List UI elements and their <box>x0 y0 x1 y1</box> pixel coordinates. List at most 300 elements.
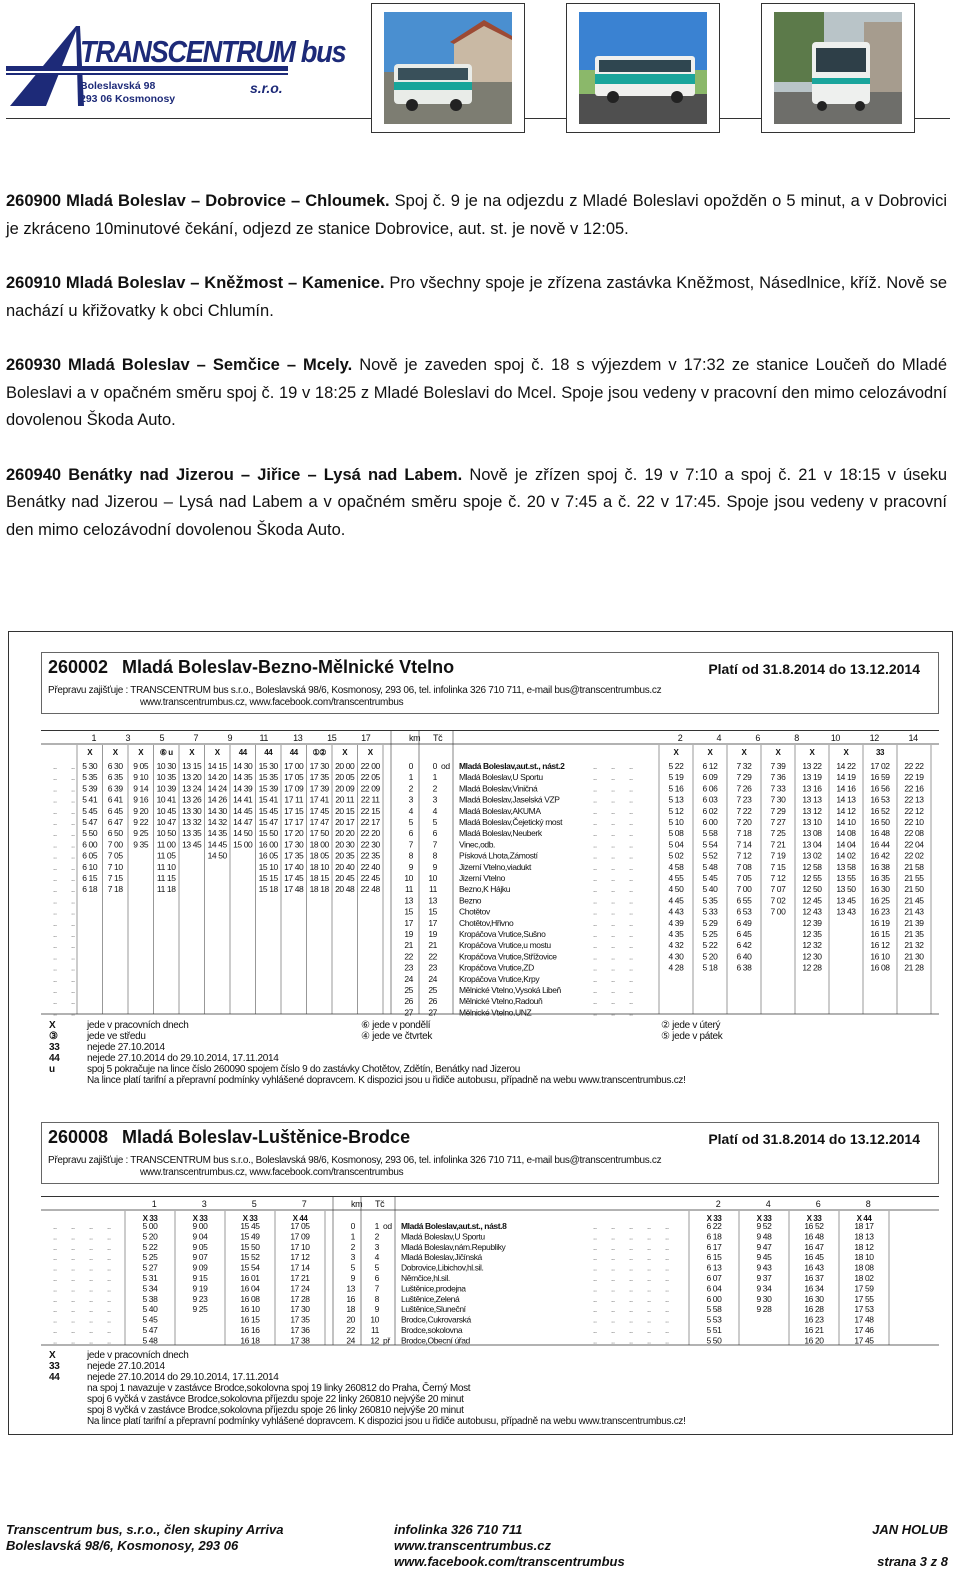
departure-time: 6 05 <box>82 850 98 861</box>
departure-time: 16 52 <box>870 805 890 816</box>
trip-mark: X 33 <box>242 1214 258 1223</box>
empty-cell: .. <box>611 1222 615 1231</box>
departure-time: 17 14 <box>290 1262 310 1273</box>
departure-time: 14 15 <box>207 761 227 771</box>
stop-order: 6 <box>432 828 437 839</box>
departure-time: 6 18 <box>706 1231 722 1242</box>
departure-time: 22 04 <box>904 839 924 850</box>
departure-time: 4 35 <box>668 929 684 939</box>
departure-time: 9 14 <box>133 783 149 794</box>
empty-cell: .. <box>611 952 615 962</box>
departure-time: 13 08 <box>802 828 822 839</box>
departure-time: 13 58 <box>836 861 856 872</box>
empty-cell: .. <box>611 773 615 783</box>
departure-time: 17 36 <box>290 1325 310 1335</box>
empty-cell: .. <box>629 1294 633 1304</box>
stop-km: 6 <box>408 828 413 839</box>
departure-time: 15 45 <box>240 1221 260 1231</box>
stop-name: Brodce,Cukrovarská <box>401 1314 471 1325</box>
tc-header: Tč <box>433 733 443 743</box>
trip-mark: X <box>741 748 747 757</box>
departure-time: 21 43 <box>904 906 924 917</box>
departure-time: 17 55 <box>854 1293 874 1304</box>
empty-cell: .. <box>629 784 633 794</box>
departure-time: 4 28 <box>668 962 684 973</box>
departure-time: 6 42 <box>736 940 752 951</box>
departure-time: 13 22 <box>802 761 822 771</box>
stop-name: Mělnické Vtelno,Radouň <box>459 996 543 1007</box>
departure-time: 12 30 <box>802 951 822 962</box>
empty-cell: .. <box>665 1274 669 1283</box>
empty-cell: .. <box>665 1284 669 1294</box>
empty-cell: .. <box>71 1242 75 1252</box>
empty-cell: .. <box>53 885 57 895</box>
departure-time: 12 58 <box>802 861 822 872</box>
empty-cell: .. <box>629 1008 633 1016</box>
departure-time: 9 48 <box>756 1231 772 1242</box>
departure-time: 13 45 <box>182 839 202 850</box>
empty-cell: .. <box>629 986 633 995</box>
notice-route-code: 260910 Mladá Boleslav – Kněžmost – Kamenice. <box>6 274 385 292</box>
departure-time: 5 38 <box>142 1293 158 1304</box>
departure-time: 14 13 <box>836 794 856 805</box>
departure-time: 13 26 <box>182 794 202 805</box>
departure-time: 13 12 <box>802 805 822 816</box>
departure-time: 17 20 <box>284 828 304 839</box>
timetable-grid <box>41 730 939 1015</box>
empty-cell: .. <box>629 885 633 895</box>
empty-cell: .. <box>71 1315 75 1325</box>
departure-time: 21 45 <box>904 895 924 906</box>
empty-cell: .. <box>53 1232 57 1242</box>
departure-time: 16 52 <box>804 1221 824 1231</box>
departure-time: 16 35 <box>870 873 890 883</box>
stop-order: 25 <box>428 985 437 995</box>
departure-time: 15 18 <box>258 884 278 895</box>
stop-order: 6 <box>374 1273 379 1283</box>
empty-cell: .. <box>593 885 597 895</box>
empty-cell: .. <box>89 1232 93 1242</box>
departure-time: 21 35 <box>904 929 924 939</box>
empty-cell: .. <box>665 1315 669 1325</box>
departure-time: 18 02 <box>854 1273 874 1283</box>
stop-name: Mladá Boleslav,Čejetický most <box>459 817 563 827</box>
departure-time: 14 39 <box>233 783 253 794</box>
trip-mark: X <box>189 748 195 757</box>
departure-time: 17 48 <box>284 884 304 895</box>
departure-time: 9 35 <box>133 839 149 850</box>
empty-cell: .. <box>71 1008 75 1016</box>
stop-km: 18 <box>346 1304 355 1315</box>
empty-cell: .. <box>611 795 615 805</box>
empty-cell: .. <box>611 1274 615 1283</box>
departure-time: 14 20 <box>207 772 227 783</box>
trip-mark: X <box>775 748 781 757</box>
departure-time: 9 52 <box>756 1221 772 1231</box>
empty-cell: .. <box>89 1294 93 1304</box>
empty-cell: .. <box>629 1242 633 1252</box>
note-text: ⑥ jede v pondělí <box>361 1020 431 1031</box>
bus-photo-3 <box>761 3 915 133</box>
departure-time: 9 25 <box>192 1304 208 1315</box>
departure-time: 14 50 <box>233 828 253 839</box>
empty-cell: .. <box>593 1305 597 1315</box>
empty-cell: .. <box>53 1326 57 1335</box>
stop-order: 11 <box>370 1325 379 1335</box>
departure-time: 22 16 <box>904 783 924 794</box>
departure-time: 21 50 <box>904 884 924 895</box>
trip-mark: X 44 <box>292 1214 308 1223</box>
empty-cell: .. <box>89 1222 93 1231</box>
stop-flag: od <box>383 1221 392 1231</box>
stop-name: Mladá Boleslav,aut.st., nást.8 <box>401 1221 507 1231</box>
departure-time: 5 25 <box>702 929 718 939</box>
departure-time: 20 45 <box>335 873 355 883</box>
stop-name: Mladá Boleslav,aut.st., nást.2 <box>459 761 565 771</box>
departure-time: 16 01 <box>240 1273 260 1283</box>
note-text: ② jede v úterý <box>661 1020 721 1031</box>
departure-time: 16 44 <box>870 839 890 850</box>
departure-time: 17 17 <box>284 817 304 827</box>
empty-cell: .. <box>107 1326 111 1335</box>
trip-number-header: 4 <box>716 733 722 743</box>
empty-cell: .. <box>107 1253 111 1263</box>
empty-cell: .. <box>71 1294 75 1304</box>
empty-cell: .. <box>107 1232 111 1242</box>
stop-order: 22 <box>428 951 437 962</box>
empty-cell: .. <box>611 851 615 861</box>
departure-time: 13 04 <box>802 839 822 850</box>
trip-number-header: 13 <box>293 733 303 743</box>
departure-time: 17 09 <box>290 1231 310 1242</box>
footer-company-address: Boleslavská 98/6, Kosmonosy, 293 06 <box>6 1538 239 1553</box>
departure-time: 16 10 <box>240 1304 260 1315</box>
departure-time: 6 39 <box>107 783 123 794</box>
departure-time: 17 09 <box>284 783 304 794</box>
empty-cell: .. <box>611 1294 615 1304</box>
empty-cell: .. <box>611 806 615 816</box>
departure-time: 12 39 <box>802 917 822 928</box>
empty-cell: .. <box>107 1284 111 1294</box>
departure-time: 16 28 <box>804 1304 824 1315</box>
empty-cell: .. <box>629 1274 633 1283</box>
empty-cell: .. <box>665 1305 669 1315</box>
departure-time: 5 04 <box>668 839 684 850</box>
trip-mark: ①② <box>312 748 327 757</box>
empty-cell: .. <box>89 1336 93 1346</box>
departure-time: 22 10 <box>904 817 924 827</box>
departure-time: 20 17 <box>335 817 355 827</box>
departure-time: 6 00 <box>706 1293 722 1304</box>
validity-period: Platí od 31.8.2014 do 13.12.2014 <box>708 1131 920 1147</box>
departure-time: 13 32 <box>182 817 202 827</box>
departure-time: 16 23 <box>870 906 890 917</box>
empty-cell: .. <box>89 1263 93 1273</box>
note-mark: 44 <box>49 1053 60 1064</box>
empty-cell: .. <box>53 1222 57 1231</box>
empty-cell: .. <box>593 1222 597 1231</box>
departure-time: 7 05 <box>107 850 123 861</box>
departure-time: 5 45 <box>82 805 98 816</box>
departure-time: 14 30 <box>207 805 227 816</box>
departure-time: 9 05 <box>192 1241 208 1252</box>
bus-photo-3-image <box>774 12 902 124</box>
empty-cell: .. <box>53 795 57 805</box>
departure-time: 9 00 <box>192 1221 208 1231</box>
trip-number-header: 2 <box>677 733 683 743</box>
stop-name: Mladá Boleslav,Viničná <box>459 783 538 794</box>
departure-time: 13 16 <box>802 783 822 794</box>
empty-cell: .. <box>71 806 75 816</box>
departure-time: 12 50 <box>802 884 822 895</box>
empty-cell: .. <box>611 840 615 850</box>
departure-time: 7 00 <box>107 839 123 850</box>
note-mark: 33 <box>49 1361 60 1372</box>
departure-time: 14 45 <box>233 805 253 816</box>
stop-km: 21 <box>404 940 413 951</box>
departure-time: 14 10 <box>836 817 856 827</box>
departure-time: 5 18 <box>702 962 718 973</box>
empty-cell: .. <box>89 1242 93 1252</box>
departure-time: 17 45 <box>854 1335 874 1346</box>
departure-time: 6 45 <box>736 929 752 939</box>
empty-cell: .. <box>107 1242 111 1252</box>
trip-number-header: 3 <box>201 1199 207 1209</box>
empty-cell: .. <box>629 795 633 805</box>
empty-cell: .. <box>71 1284 75 1294</box>
empty-cell: .. <box>53 874 57 883</box>
trip-number-header: 7 <box>193 733 199 743</box>
empty-cell: .. <box>629 896 633 906</box>
departure-time: 20 09 <box>335 783 355 794</box>
stop-order: 9 <box>374 1304 379 1315</box>
departure-time: 7 25 <box>770 828 786 839</box>
departure-time: 5 34 <box>142 1283 158 1294</box>
departure-time: 15 30 <box>258 761 278 771</box>
stop-km: 13 <box>346 1283 355 1294</box>
page-number: strana 3 z 8 <box>877 1554 948 1569</box>
departure-time: 16 08 <box>870 962 890 973</box>
departure-time: 21 55 <box>904 873 924 883</box>
stop-name: Jizerní Vtelno,viadukt <box>459 861 531 872</box>
timetable-grid-svg <box>41 731 939 1016</box>
departure-time: 22 20 <box>360 828 380 839</box>
empty-cell: .. <box>53 930 57 939</box>
departure-time: 6 10 <box>82 861 98 872</box>
stop-order: 5 <box>432 817 437 827</box>
departure-time: 7 15 <box>107 873 123 883</box>
departure-time: 5 22 <box>702 940 718 951</box>
footer-company <box>6 1522 283 1554</box>
empty-cell: .. <box>593 784 597 794</box>
empty-cell: .. <box>647 1242 651 1252</box>
departure-time: 14 16 <box>836 783 856 794</box>
note-text: nejede 27.10.2014 <box>87 1361 165 1372</box>
stop-km: 1 <box>350 1231 355 1242</box>
logo-address-street: Boleslavská 98 <box>80 80 156 92</box>
stop-name: Brodce,Obecní úřad <box>401 1335 470 1346</box>
empty-cell: .. <box>53 1294 57 1304</box>
footer-facebook[interactable]: www.facebook.com/transcentrumbus <box>394 1554 625 1569</box>
departure-time: 5 53 <box>706 1314 722 1325</box>
footer-website[interactable]: www.transcentrumbus.cz <box>394 1538 551 1553</box>
departure-time: 5 48 <box>702 861 718 872</box>
trip-number-header: 8 <box>865 1199 871 1209</box>
departure-time: 17 05 <box>290 1221 310 1231</box>
departure-time: 20 40 <box>335 861 355 872</box>
departure-time: 17 30 <box>309 761 329 771</box>
empty-cell: .. <box>71 762 75 771</box>
stop-name: Mladá Boleslav,AKUMA <box>459 805 541 816</box>
empty-cell: .. <box>53 818 57 827</box>
empty-cell: .. <box>593 952 597 962</box>
empty-cell: .. <box>611 963 615 973</box>
trip-mark: X 33 <box>192 1214 208 1223</box>
notice-260900 <box>6 188 947 243</box>
empty-cell: .. <box>593 1232 597 1242</box>
departure-time: 9 05 <box>133 761 149 771</box>
departure-time: 21 39 <box>904 917 924 928</box>
departure-time: 17 50 <box>309 828 329 839</box>
note-mark: X <box>49 1020 56 1031</box>
departure-time: 16 08 <box>240 1293 260 1304</box>
departure-time: 20 35 <box>335 850 355 861</box>
stop-order: 2 <box>432 783 437 794</box>
empty-cell: .. <box>71 874 75 883</box>
empty-cell: .. <box>611 896 615 906</box>
empty-cell: .. <box>71 1253 75 1263</box>
stop-name: Mladá Boleslav,Jičínská <box>401 1252 482 1263</box>
trip-mark: X <box>843 748 849 757</box>
departure-time: 6 13 <box>706 1262 722 1273</box>
departure-time: 7 29 <box>736 772 752 783</box>
departure-time: 13 30 <box>182 805 202 816</box>
departure-time: 14 02 <box>836 850 856 861</box>
departure-time: 14 19 <box>836 772 856 783</box>
departure-time: 9 10 <box>133 772 149 783</box>
stop-km: 23 <box>404 962 413 973</box>
departure-time: 16 50 <box>870 817 890 827</box>
empty-cell: .. <box>71 941 75 951</box>
departure-time: 10 41 <box>156 794 176 805</box>
stop-km: 19 <box>404 929 413 939</box>
departure-time: 5 51 <box>706 1325 722 1335</box>
departure-time: 16 23 <box>804 1314 824 1325</box>
trip-mark: 44 <box>264 748 273 757</box>
departure-time: 9 07 <box>192 1252 208 1263</box>
empty-cell: .. <box>611 1305 615 1315</box>
empty-cell: .. <box>611 829 615 839</box>
departure-time: 17 35 <box>309 772 329 783</box>
departure-time: 12 45 <box>802 895 822 906</box>
departure-time: 14 04 <box>836 839 856 850</box>
departure-time: 17 41 <box>309 794 329 805</box>
departure-time: 20 15 <box>335 805 355 816</box>
trip-mark: ⑥ u <box>159 748 173 757</box>
empty-cell: .. <box>71 885 75 895</box>
trip-mark: X <box>112 748 118 757</box>
empty-cell: .. <box>89 1305 93 1315</box>
departure-time: 11 15 <box>156 873 176 883</box>
empty-cell: .. <box>593 840 597 850</box>
stop-name: Dobrovice,Libichov,hl.sil. <box>401 1262 484 1273</box>
departure-time: 13 50 <box>836 884 856 895</box>
empty-cell: .. <box>647 1222 651 1231</box>
departure-time: 17 00 <box>284 761 304 771</box>
departure-time: 4 58 <box>668 861 684 872</box>
empty-cell: .. <box>665 1336 669 1346</box>
stop-km: 13 <box>404 895 413 906</box>
empty-cell: .. <box>593 1008 597 1016</box>
km-header: km <box>409 733 421 743</box>
empty-cell: .. <box>53 762 57 771</box>
trip-number-header: 5 <box>251 1199 257 1209</box>
notice-260910 <box>6 270 947 325</box>
footer-company-name: Transcentrum bus, s.r.o., člen skupiny Arriva <box>6 1522 284 1537</box>
stop-order: 27 <box>428 1007 437 1016</box>
departure-time: 13 13 <box>802 794 822 805</box>
departure-time: 5 27 <box>142 1262 158 1273</box>
empty-cell: .. <box>71 918 75 928</box>
departure-time: 5 31 <box>142 1273 158 1283</box>
stop-name: Luštěnice,Sluneční <box>401 1304 466 1315</box>
empty-cell: .. <box>593 1315 597 1325</box>
trip-number-header: 5 <box>159 733 165 743</box>
stop-name: Písková Lhota,Zámostí <box>459 850 538 861</box>
empty-cell: .. <box>665 1253 669 1263</box>
empty-cell: .. <box>647 1336 651 1346</box>
departure-time: 16 45 <box>804 1252 824 1263</box>
departure-time: 5 10 <box>668 817 684 827</box>
departure-time: 4 32 <box>668 940 684 951</box>
empty-cell: .. <box>611 1284 615 1294</box>
empty-cell: .. <box>593 974 597 984</box>
departure-time: 5 25 <box>142 1252 158 1263</box>
departure-time: 7 32 <box>736 761 752 771</box>
departure-time: 22 19 <box>904 772 924 783</box>
stop-name: Vinec,odb. <box>459 839 496 850</box>
departure-time: 4 50 <box>668 884 684 895</box>
line-number: 260008 <box>48 1127 109 1147</box>
departure-time: 9 45 <box>756 1252 772 1263</box>
empty-cell: .. <box>611 907 615 917</box>
departure-time: 16 42 <box>870 850 890 861</box>
trip-number-header: 1 <box>91 733 97 743</box>
empty-cell: .. <box>665 1294 669 1304</box>
empty-cell: .. <box>593 851 597 861</box>
departure-time: 20 20 <box>335 828 355 839</box>
empty-cell: .. <box>611 1315 615 1325</box>
departure-time: 7 12 <box>736 850 752 861</box>
trip-number-header: 7 <box>301 1199 307 1209</box>
empty-cell: .. <box>593 1253 597 1263</box>
note-text: jede v pracovních dnech <box>87 1350 189 1361</box>
departure-time: 5 40 <box>142 1304 158 1315</box>
note-text: ④ jede ve čtvrtek <box>361 1031 433 1042</box>
empty-cell: .. <box>71 784 75 794</box>
timetables-frame <box>8 631 953 1435</box>
departure-time: 16 15 <box>240 1314 260 1325</box>
departure-time: 4 43 <box>668 906 684 917</box>
departure-time: 10 47 <box>156 817 176 827</box>
departure-time: 16 21 <box>804 1325 824 1335</box>
notice-text: Nově je zřízen spoj č. 19 v 7:10 a spoj č. 21 v 18:15 v úseku Benátky nad Jizerou – Lysá nad Labem a v opačném směru spoje č. 20 v 7:45 a č. 22 v 17:45. Spoje jsou vedeny v pracovní den mimo celozávodní dovolenou Škoda Auto. <box>6 465 947 539</box>
stop-order: 1 <box>374 1221 379 1231</box>
departure-time: 11 10 <box>156 861 176 872</box>
empty-cell: .. <box>107 1305 111 1315</box>
stop-km: 10 <box>404 873 413 883</box>
empty-cell: .. <box>629 918 633 928</box>
